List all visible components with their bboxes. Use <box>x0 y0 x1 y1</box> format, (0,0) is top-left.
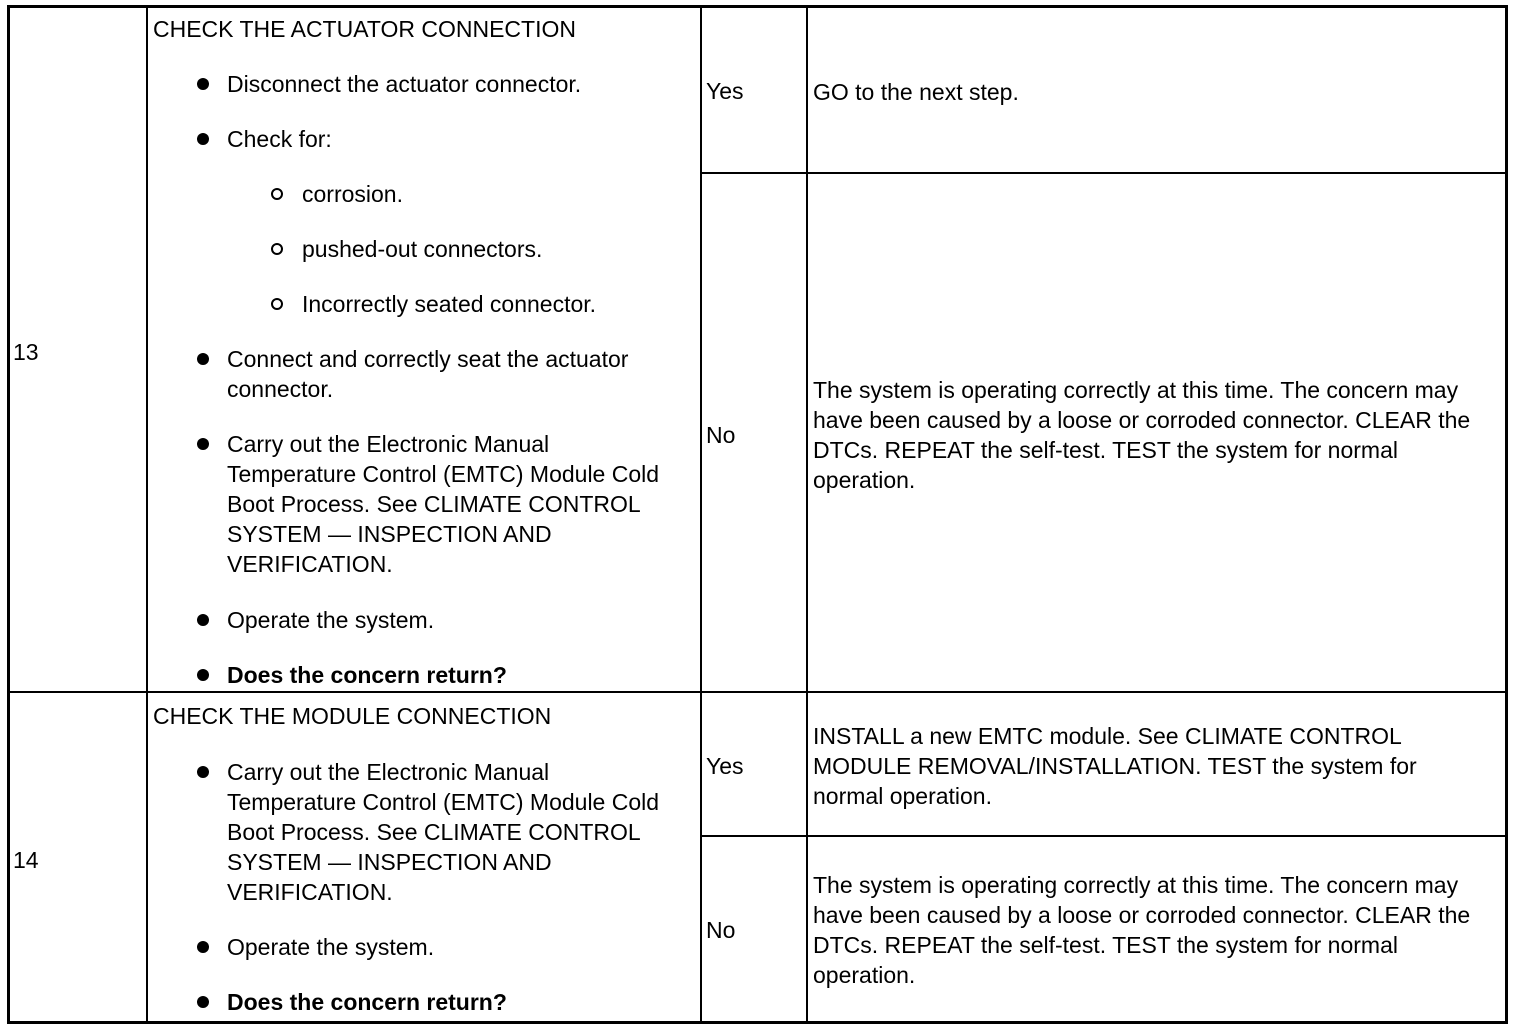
row-divider <box>700 172 1506 174</box>
column-divider <box>806 7 808 1022</box>
column-divider <box>146 7 148 1022</box>
step-number: 14 <box>13 847 39 873</box>
bullet-icon <box>197 78 209 90</box>
bullet-icon <box>197 669 209 681</box>
no-action: The system is operating correctly at this time. The concern may have been caused by a loose or corroded connector. CLEAR the DTCs. REPEAT the self-test. TEST the system for normal operation. <box>813 377 1471 493</box>
bullet-icon <box>197 614 209 626</box>
circle-bullet-icon <box>271 243 283 255</box>
no-action: The system is operating correctly at this time. The concern may have been caused by a loose or corroded connector. CLEAR the DTCs. REPEAT the self-test. TEST the system for normal operation. <box>813 872 1471 988</box>
question-text: Does the concern return? <box>227 662 507 688</box>
yes-label: Yes <box>706 78 744 104</box>
yes-action: GO to the next step. <box>813 79 1019 105</box>
row-divider <box>700 835 1506 837</box>
step-number: 13 <box>13 339 39 365</box>
bullet-icon <box>197 941 209 953</box>
step-title: CHECK THE ACTUATOR CONNECTION <box>153 16 576 42</box>
bullet-icon <box>197 996 209 1008</box>
row-divider <box>9 691 1506 693</box>
circle-bullet-icon <box>271 298 283 310</box>
bullet-icon <box>197 438 209 450</box>
circle-bullet-icon <box>271 188 283 200</box>
yes-label: Yes <box>706 753 744 779</box>
bullet-icon <box>197 353 209 365</box>
no-label: No <box>706 917 736 943</box>
bullet-icon <box>197 133 209 145</box>
no-label: No <box>706 422 736 448</box>
yes-action: INSTALL a new EMTC module. See CLIMATE CONTROL MODULE REMOVAL/INSTALLATION. TEST the system for normal operation. <box>813 723 1417 809</box>
column-divider <box>700 7 702 1022</box>
question-text: Does the concern return? <box>227 989 507 1015</box>
step-title: CHECK THE MODULE CONNECTION <box>153 703 552 729</box>
bullet-icon <box>197 766 209 778</box>
